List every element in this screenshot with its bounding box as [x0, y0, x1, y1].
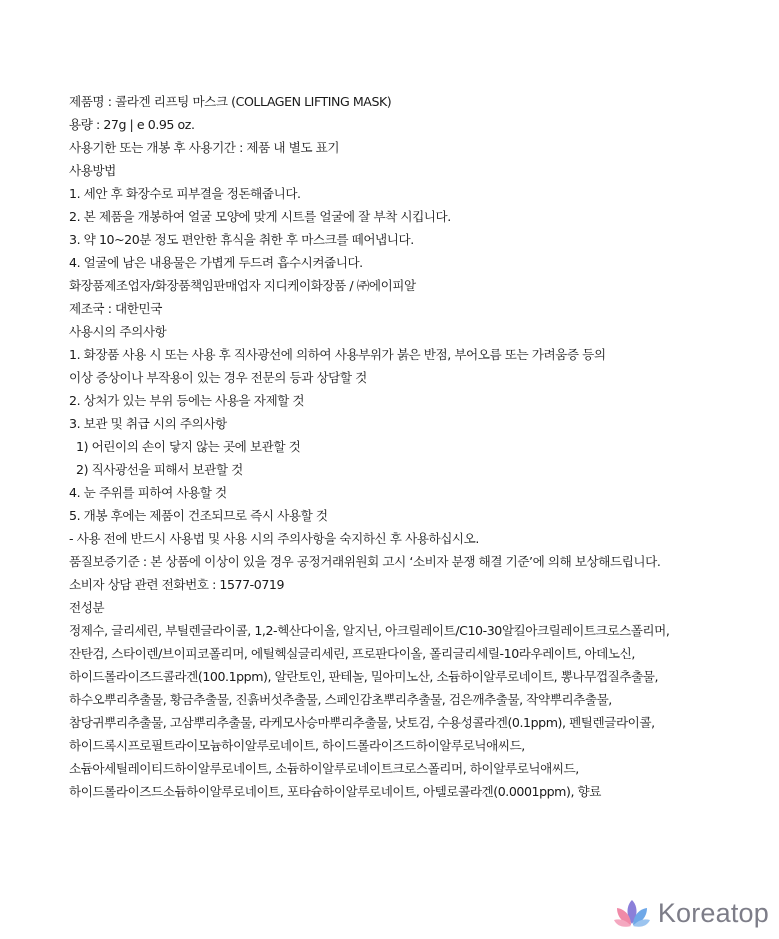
usage-step-2: 2. 본 제품을 개봉하여 얼굴 모양에 맞게 시트를 얼굴에 잘 부착 시킵니다.: [69, 209, 451, 224]
caution-item-4: 4. 눈 주위를 피하여 사용할 것: [69, 485, 227, 500]
usage-heading: 사용방법: [69, 163, 116, 178]
koreatop-watermark: [599, 895, 769, 931]
watermark-text: Koreatop: [657, 898, 769, 928]
expiry-line: 사용기한 또는 개봉 후 사용기간 : 제품 내 별도 표기: [69, 140, 340, 155]
quality-guarantee-line: 품질보증기준 : 본 상품에 이상이 있을 경우 공정거래위원회 고시 ‘소비자 분쟁 해결 기준’에 의해 보상해드립니다.: [69, 554, 661, 569]
consumer-phone-line: 소비자 상담 관련 전화번호 : 1577-0719: [69, 577, 285, 592]
ingredients-line-6: 하이드록시프로필트라이모늄하이알루로네이트, 하이드롤라이즈드하이알루로닉애씨드,: [69, 738, 525, 753]
ingredients-heading: 전성분: [69, 600, 105, 615]
ingredients-line-8: 하이드롤라이즈드소듐하이알루로네이트, 포타슘하이알루로네이트, 아텔로콜라겐(0.0001ppm), 향료: [69, 784, 601, 799]
caution-note: - 사용 전에 반드시 사용법 및 사용 시의 주의사항을 숙지하신 후 사용하십시오.: [69, 531, 479, 546]
lotus-icon: [612, 896, 652, 930]
caution-item-1: 1. 화장품 사용 시 또는 사용 후 직사광선에 의하여 사용부위가 붉은 반점, 부어오름 또는 가려움증 등의: [69, 347, 606, 362]
caution-heading: 사용시의 주의사항: [69, 324, 167, 339]
caution-item-3-sub-2: 2) 직사광선을 피해서 보관할 것: [76, 462, 243, 477]
origin-line: 제조국 : 대한민국: [69, 301, 162, 316]
usage-step-1: 1. 세안 후 화장수로 피부결을 정돈해줍니다.: [69, 186, 301, 201]
ingredients-line-4: 하수오뿌리추출물, 황금추출물, 진흙버섯추출물, 스페인감초뿌리추출물, 검은깨추출물, 작약뿌리추출물,: [69, 692, 612, 707]
manufacturer-line: 화장품제조업자/화장품책임판매업자 지디케이화장품 / ㈜에이피알: [69, 278, 416, 293]
volume-line: 용량 : 27g | e 0.95 oz.: [69, 117, 195, 132]
caution-item-3: 3. 보관 및 취급 시의 주의사항: [69, 416, 227, 431]
usage-step-4: 4. 얼굴에 남은 내용물은 가볍게 두드려 흡수시켜줍니다.: [69, 255, 363, 270]
product-name-line: 제품명 : 콜라겐 리프팅 마스크 (COLLAGEN LIFTING MASK): [69, 94, 392, 109]
ingredients-line-3: 하이드롤라이즈드콜라겐(100.1ppm), 알란토인, 판테놀, 밀아미노산, 소듐하이알루로네이트, 뽕나무껍질추출물,: [69, 669, 659, 684]
caution-item-5: 5. 개봉 후에는 제품이 건조되므로 즉시 사용할 것: [69, 508, 328, 523]
usage-step-3: 3. 약 10~20분 정도 편안한 휴식을 취한 후 마스크를 떼어냅니다.: [69, 232, 414, 247]
caution-item-1-cont: 이상 증상이나 부작용이 있는 경우 전문의 등과 상담할 것: [69, 370, 367, 385]
ingredients-line-1: 정제수, 글리세린, 부틸렌글라이콜, 1,2-헥산다이올, 알지닌, 아크릴레이트/C10-30알킬아크릴레이트크로스폴리머,: [69, 623, 670, 638]
product-info-document: [69, 90, 769, 803]
ingredients-line-7: 소듐아세틸레이티드하이알루로네이트, 소듐하이알루로네이트크로스폴리머, 하이알루로닉애씨드,: [69, 761, 579, 776]
caution-item-2: 2. 상처가 있는 부위 등에는 사용을 자제할 것: [69, 393, 305, 408]
ingredients-line-5: 참당귀뿌리추출물, 고삼뿌리추출물, 라케모사승마뿌리추출물, 낫토검, 수용성콜라겐(0.1ppm), 펜틸렌글라이콜,: [69, 715, 655, 730]
ingredients-line-2: 잔탄검, 스타이렌/브이피코폴리머, 에틸헥실글리세린, 프로판다이올, 폴리글리세릴-10라우레이트, 아데노신,: [69, 646, 635, 661]
caution-item-3-sub-1: 1) 어린이의 손이 닿지 않는 곳에 보관할 것: [76, 439, 301, 454]
